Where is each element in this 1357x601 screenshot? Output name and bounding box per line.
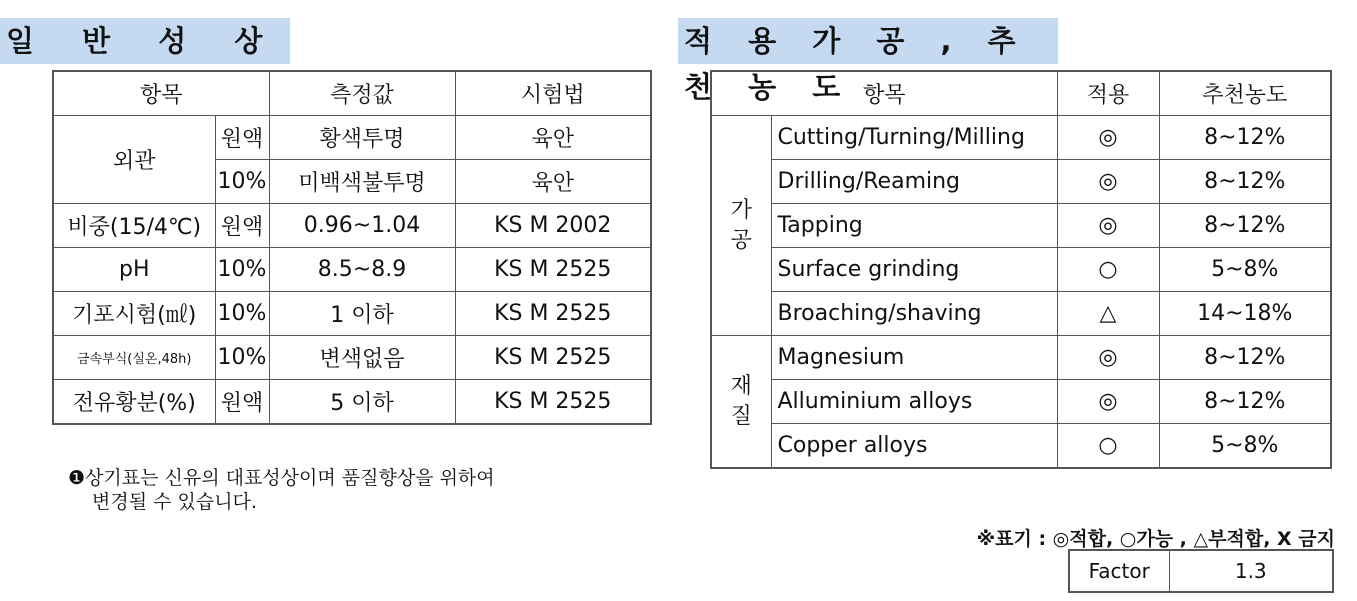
table-row (53, 380, 651, 425)
group-material: 재 질 (711, 336, 771, 469)
table-row (711, 248, 1331, 292)
row-apply: △ (1057, 292, 1159, 336)
row-item: 금속부식(실온,48h) (53, 336, 215, 380)
row-apply: ○ (1057, 424, 1159, 469)
application-table (710, 70, 1332, 469)
row-item: 전유황분(%) (53, 380, 215, 425)
footnote (68, 466, 495, 514)
row-value: 황색투명 (269, 116, 455, 160)
legend: ※표기 : ◎적합, ○가능 , △부적합, X 금지 (976, 528, 1335, 550)
table-row (1069, 550, 1333, 592)
row-cond: 원액 (215, 204, 269, 248)
row-method: KS M 2525 (455, 336, 651, 380)
row-apply: ◎ (1057, 380, 1159, 424)
row-value: 5 이하 (269, 380, 455, 425)
row-apply: ◎ (1057, 116, 1159, 160)
table-row (711, 160, 1331, 204)
row-apply: ◎ (1057, 204, 1159, 248)
row-op: Alluminium alloys (771, 380, 1057, 424)
group-machining: 가 공 (711, 116, 771, 336)
row-cond: 10% (215, 292, 269, 336)
row-op: Copper alloys (771, 424, 1057, 469)
header-item: 항목 (711, 71, 1057, 116)
row-op: Magnesium (771, 336, 1057, 380)
row-method: KS M 2002 (455, 204, 651, 248)
row-apply: ◎ (1057, 336, 1159, 380)
table-row (53, 292, 651, 336)
row-value: 1 이하 (269, 292, 455, 336)
table-row (711, 116, 1331, 160)
table-row (711, 380, 1331, 424)
row-conc: 8~12% (1159, 160, 1331, 204)
row-item: 기포시험(㎖) (53, 292, 215, 336)
row-cond: 원액 (215, 116, 269, 160)
row-cond: 10% (215, 160, 269, 204)
header-item: 항목 (53, 71, 269, 116)
row-conc: 5~8% (1159, 424, 1331, 469)
row-conc: 5~8% (1159, 248, 1331, 292)
row-conc: 8~12% (1159, 116, 1331, 160)
header-method: 시험법 (455, 71, 651, 116)
row-apply: ○ (1057, 248, 1159, 292)
table-row (53, 204, 651, 248)
row-item: 비중(15/4℃) (53, 204, 215, 248)
row-method: 육안 (455, 160, 651, 204)
row-op: Drilling/Reaming (771, 160, 1057, 204)
factor-table (1068, 549, 1334, 593)
table-row (711, 204, 1331, 248)
row-value: 8.5~8.9 (269, 248, 455, 292)
row-value: 미백색불투명 (269, 160, 455, 204)
row-method: KS M 2525 (455, 292, 651, 336)
footnote-line1: ❶상기표는 신유의 대표성상이며 품질향상을 위하여 (68, 467, 495, 489)
table-row (53, 116, 651, 160)
factor-label: Factor (1069, 550, 1169, 592)
table-row (53, 336, 651, 380)
row-method: 육안 (455, 116, 651, 160)
header-value: 측정값 (269, 71, 455, 116)
row-cond: 10% (215, 336, 269, 380)
row-op: Cutting/Turning/Milling (771, 116, 1057, 160)
table-header-row (53, 71, 651, 116)
row-conc: 8~12% (1159, 336, 1331, 380)
row-item: pH (53, 248, 215, 292)
table-row (711, 292, 1331, 336)
row-value: 변색없음 (269, 336, 455, 380)
footnote-line2: 변경될 수 있습니다. (92, 491, 257, 513)
factor-value: 1.3 (1169, 550, 1333, 592)
row-cond: 10% (215, 248, 269, 292)
row-conc: 8~12% (1159, 204, 1331, 248)
row-op: Tapping (771, 204, 1057, 248)
header-apply: 적용 (1057, 71, 1159, 116)
table-header-row (711, 71, 1331, 116)
table-row (711, 424, 1331, 469)
properties-table (52, 70, 652, 425)
row-item: 외관 (53, 116, 215, 204)
general-properties-title: 일 반 성 상 (0, 18, 290, 64)
row-apply: ◎ (1057, 160, 1159, 204)
application-title: 적 용 가 공 , 추 천 농 도 (678, 18, 1058, 64)
row-cond: 원액 (215, 380, 269, 425)
row-conc: 14~18% (1159, 292, 1331, 336)
row-value: 0.96~1.04 (269, 204, 455, 248)
row-op: Surface grinding (771, 248, 1057, 292)
header-conc: 추천농도 (1159, 71, 1331, 116)
table-row (711, 336, 1331, 380)
row-op: Broaching/shaving (771, 292, 1057, 336)
row-conc: 8~12% (1159, 380, 1331, 424)
row-method: KS M 2525 (455, 248, 651, 292)
row-method: KS M 2525 (455, 380, 651, 425)
table-row (53, 248, 651, 292)
